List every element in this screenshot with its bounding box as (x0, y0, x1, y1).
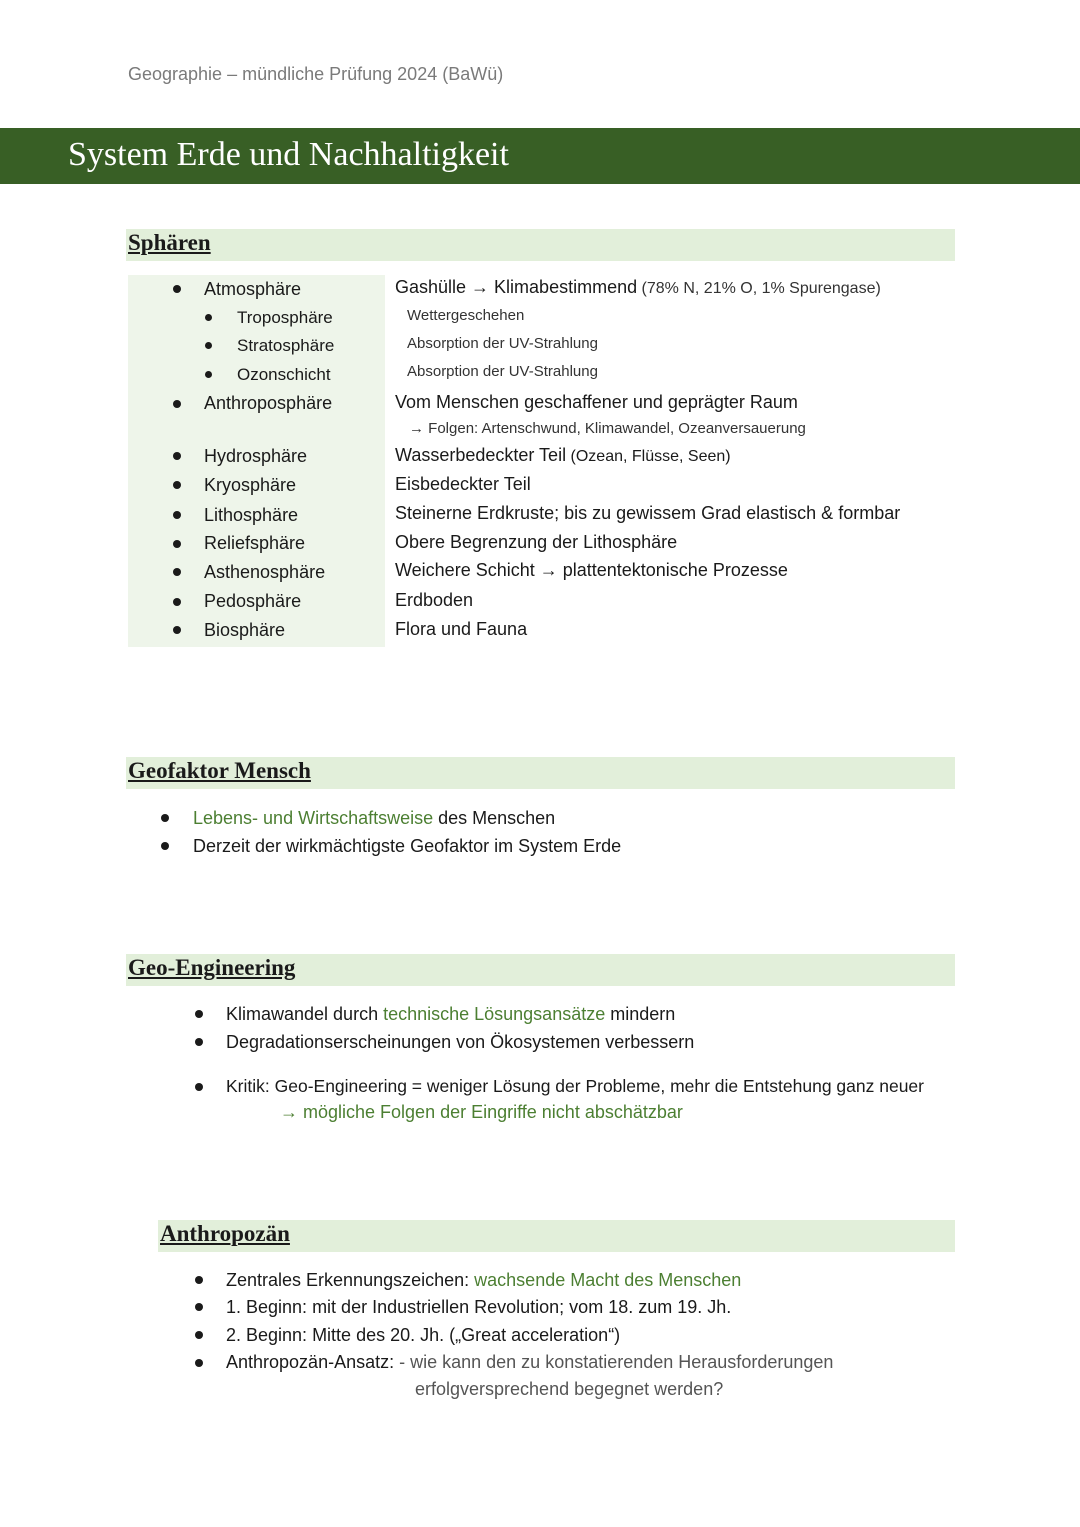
sphere-name: Kryosphäre (204, 475, 297, 495)
geoengineering-heading-text: Geo-Engineering (128, 955, 296, 980)
sphere-desc: Wettergeschehen (407, 307, 525, 324)
section-heading-geoengineering (126, 954, 955, 986)
bullet (173, 598, 181, 606)
bullet (195, 1010, 203, 1018)
bullet (205, 371, 212, 378)
sphere-name: Anthroposphäre (204, 393, 333, 413)
sphere-desc-small: (Ozean, Flüsse, Seen) (566, 448, 731, 465)
bullet (173, 285, 181, 293)
bullet (173, 400, 181, 408)
anthropozaen-heading-text: Anthropozän (160, 1221, 290, 1246)
geoeng-bullet-3: Kritik: Geo-Engineering = weniger Lösung der Probleme, mehr die Entstehung ganz neuer (226, 1076, 924, 1096)
highlight-text: wachsende Macht des Menschen (474, 1270, 742, 1290)
bullet (195, 1359, 203, 1367)
geoeng-bullet-2: Degradationserscheinungen von Ökosystemen verbessern (226, 1032, 695, 1052)
sphere-desc: Eisbedeckter Teil (395, 474, 531, 494)
anthropozaen-bullet-3: 2. Beginn: Mitte des 20. Jh. („Great acceleration“) (226, 1325, 621, 1345)
spheres-heading-text: Sphären (128, 230, 211, 255)
sphere-desc: Absorption der UV-Strahlung (407, 335, 598, 352)
sphere-desc: Erdboden (395, 590, 474, 610)
sphere-name: Lithosphäre (204, 505, 299, 525)
anthropozaen-bullet-4-cont: erfolgversprechend begegnet werden? (415, 1379, 724, 1399)
sphere-desc: Flora und Fauna (395, 619, 528, 639)
plain-text: Anthropozän-Ansatz: (226, 1352, 395, 1372)
sphere-desc: Steinerne Erdkruste; bis zu gewissem Grad elastisch & formbar (395, 503, 901, 523)
bullet (173, 511, 181, 519)
bullet (205, 314, 212, 321)
sphere-name: Troposphäre (237, 308, 333, 327)
highlight-text: Lebens- und Wirtschaftsweise (193, 808, 434, 828)
bullet (173, 540, 181, 548)
bullet (195, 1303, 203, 1311)
geofaktor-bullet-1 (193, 808, 555, 829)
bullet (173, 452, 181, 460)
sphere-name: Reliefsphäre (204, 533, 306, 553)
sphere-name: Pedosphäre (204, 591, 302, 611)
page-title: System Erde und Nachhaltigkeit (68, 136, 509, 173)
bullet (173, 481, 181, 489)
sphere-desc-small: (78% N, 21% O, 1% Spurengase) (637, 280, 881, 297)
sphere-desc: Weichere Schicht → plattentektonische Prozesse (395, 560, 788, 580)
plain-text: mindern (605, 1004, 676, 1024)
geofaktor-heading-text: Geofaktor Mensch (128, 758, 311, 783)
section-heading-spheres (126, 229, 955, 261)
bullet (195, 1083, 203, 1091)
anthropozaen-bullet-1 (226, 1270, 741, 1291)
sphere-desc-main: Gashülle → Klimabestimmend (395, 277, 638, 297)
sphere-name: Ozonschicht (237, 365, 331, 384)
geoeng-bullet-3-sub: → mögliche Folgen der Eingriffe nicht abschätzbar (280, 1102, 683, 1122)
anthropozaen-bullet-2: 1. Beginn: mit der Industriellen Revolution; vom 18. zum 19. Jh. (226, 1297, 732, 1317)
sphere-desc-main: Wasserbedeckter Teil (395, 445, 567, 465)
geoeng-bullet-1 (226, 1004, 675, 1025)
highlight-text: technische Lösungsansätze (383, 1004, 606, 1024)
sphere-desc: Obere Begrenzung der Lithosphäre (395, 532, 678, 552)
plain-text: des Menschen (433, 808, 556, 828)
bullet (205, 342, 212, 349)
gray-text: - wie kann den zu konstatierenden Herausforderungen (394, 1352, 834, 1372)
course-header: Geographie – mündliche Prüfung 2024 (BaWü) (128, 64, 504, 84)
bullet (195, 1331, 203, 1339)
sphere-name: Stratosphäre (237, 336, 335, 355)
bullet (161, 842, 169, 850)
sphere-desc (395, 445, 731, 466)
sphere-desc: Absorption der UV-Strahlung (407, 363, 598, 380)
plain-text: Klimawandel durch (226, 1004, 384, 1024)
sphere-name: Hydrosphäre (204, 446, 308, 466)
bullet (195, 1038, 203, 1046)
sphere-desc: Vom Menschen geschaffener und geprägter Raum (395, 392, 798, 412)
bullet (173, 568, 181, 576)
bullet (195, 1276, 203, 1284)
anthropozaen-bullet-4 (226, 1352, 833, 1373)
geofaktor-bullet-2: Derzeit der wirkmächtigste Geofaktor im System Erde (193, 836, 622, 856)
sphere-name: Biosphäre (204, 620, 286, 640)
sphere-desc (395, 277, 881, 298)
bullet (161, 814, 169, 822)
sphere-desc-sub: → Folgen: Artenschwund, Klimawandel, Ozeanversauerung (409, 420, 806, 437)
sphere-name: Asthenosphäre (204, 562, 326, 582)
section-heading-anthropozaen (158, 1220, 955, 1252)
plain-text: Zentrales Erkennungszeichen: (226, 1270, 475, 1290)
bullet (173, 626, 181, 634)
section-heading-geofaktor (126, 757, 955, 789)
sphere-name: Atmosphäre (204, 279, 302, 299)
